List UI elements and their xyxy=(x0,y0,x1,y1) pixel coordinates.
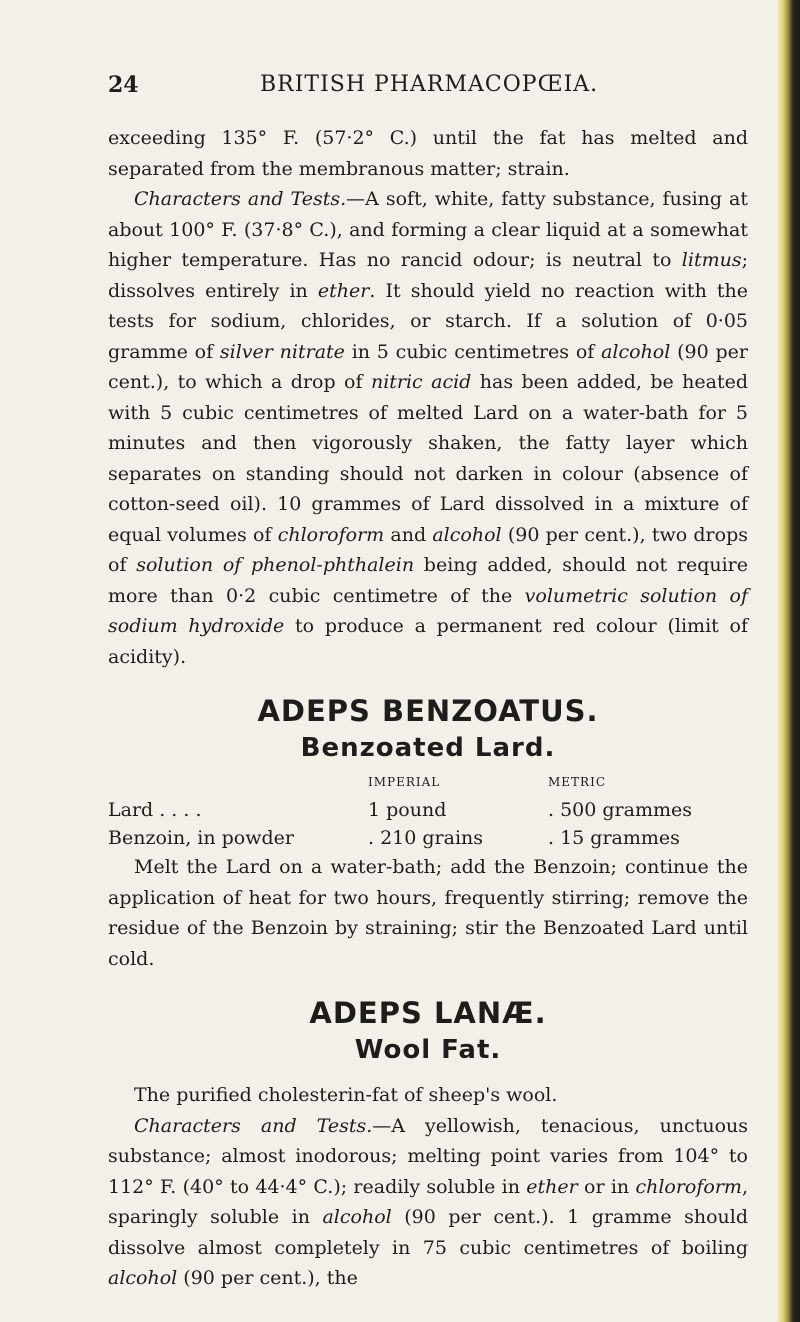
paragraph-text: to produce a permanent red colour (limit of acidity). xyxy=(108,615,749,668)
section-title-adeps-lanae: ADEPS LANÆ. xyxy=(309,996,547,1030)
paragraph-wool-fat-definition: The purified cholesterin-fat of sheep's wool. xyxy=(134,1084,558,1106)
spacer xyxy=(108,1068,748,1080)
paragraph-text: or in xyxy=(577,1175,636,1198)
italic-term: alcohol xyxy=(601,340,671,363)
paragraph-text: being added, should not require more than 0·2 cubic centimetre of the xyxy=(108,554,748,607)
paragraph-text: and xyxy=(384,523,433,546)
section-title-adeps-benzoatus: ADEPS BENZOATUS. xyxy=(257,694,599,728)
paragraph-text: ; dissolves entirely in xyxy=(108,249,748,302)
table-cell-metric: . 500 grammes xyxy=(548,799,692,821)
table-header-imperial: IMPERIAL xyxy=(368,775,441,789)
paragraph-lead: Characters and Tests. xyxy=(134,188,347,210)
spacer xyxy=(108,672,748,692)
italic-term: alcohol xyxy=(432,523,502,546)
italic-term: litmus xyxy=(681,249,742,271)
paragraph-text: (90 per cent.), to which a drop of xyxy=(108,340,748,393)
paragraph-text: (90 per cent.), the xyxy=(177,1267,358,1289)
italic-term: chloroform xyxy=(277,523,385,546)
italic-term: nitric acid xyxy=(370,371,472,393)
italic-term: volumetric solution of sodium hydroxide xyxy=(108,584,749,637)
table-cell-ingredient: Lard . . . . xyxy=(108,799,202,821)
italic-term: ether xyxy=(317,279,370,302)
paragraph-text: (90 per cent.). 1 gramme should dissolve almost completely in 75 cubic centimetres of boiling xyxy=(108,1206,748,1259)
page-number: 24 xyxy=(108,72,139,98)
paragraph-benzoated-lard-method: Melt the Lard on a water-bath; add the Benzoin; continue the application of heat for two hours, frequently stirring; remove the residue of the Benzoin by straining; stir the Benzoated Lard until cold. xyxy=(108,856,748,970)
paragraph-text: (90 per cent.), two drops of xyxy=(108,523,748,576)
recipe-table xyxy=(108,768,748,852)
section-subtitle-wool-fat: Wool Fat. xyxy=(354,1035,502,1065)
table-row xyxy=(108,824,748,852)
paragraph-text: —A yellowish, tenacious, unctuous substance; almost inodorous; melting point varies from 104° to 112° F. (40° to 44·4° C.); readily soluble in xyxy=(108,1114,748,1198)
table-cell-ingredient: Benzoin, in powder xyxy=(108,827,294,849)
table-cell-imperial: 1 pound xyxy=(368,799,447,821)
italic-term: alcohol xyxy=(108,1267,178,1289)
paragraph-text: in 5 cubic centimetres of xyxy=(344,340,602,363)
italic-term: silver nitrate xyxy=(219,340,345,363)
paragraph-characters-tests-lard xyxy=(108,184,748,672)
table-header-empty xyxy=(108,768,368,796)
paragraph-continuation xyxy=(108,123,748,184)
page-edge-shadow xyxy=(776,0,800,1322)
spacer xyxy=(108,974,748,994)
table-header-row xyxy=(108,768,748,796)
italic-term: alcohol xyxy=(322,1206,392,1228)
paragraph-text: exceeding 135° F. (57·2° C.) until the fat has melted and separated from the membranous matter; strain. xyxy=(108,127,748,180)
paragraph-text: , sparingly soluble in xyxy=(108,1175,748,1228)
paragraph-text: —A soft, white, fatty substance, fusing at about 100° F. (37·8° C.), and forming a clear liquid at a somewhat higher temperature. Has no rancid odour; is neutral to xyxy=(108,188,748,271)
paragraph-text: has been added, be heated with 5 cubic centimetres of melted Lard on a water-bath for 5 minutes and then vigorously shaken, the fatty layer which separates on standing should not darken in colour (absence of cotton-seed oil). 10 grammes of Lard dissolved in a mixture of equal volumes of xyxy=(108,371,749,546)
section-subtitle-benzoated-lard: Benzoated Lard. xyxy=(300,733,556,763)
paragraph-lead: Characters and Tests. xyxy=(134,1114,373,1137)
paragraph-characters-tests-wool-fat xyxy=(108,1111,748,1294)
running-title: BRITISH PHARMACOPŒIA. xyxy=(260,72,599,97)
page-header xyxy=(108,72,748,102)
table-cell-imperial: . 210 grains xyxy=(368,827,484,849)
paragraph-text: . It should yield no reaction with the tests for sodium, chlorides, or starch. If a solution of 0·05 gramme of xyxy=(108,279,749,363)
italic-term: solution of phenol-phthalein xyxy=(136,554,415,576)
table-header-metric: METRIC xyxy=(548,775,607,789)
italic-term: chloroform xyxy=(635,1175,742,1198)
page-content xyxy=(108,123,748,1294)
table-cell-metric: . 15 grammes xyxy=(548,827,680,849)
table-row xyxy=(108,796,748,824)
italic-term: ether xyxy=(526,1175,578,1198)
